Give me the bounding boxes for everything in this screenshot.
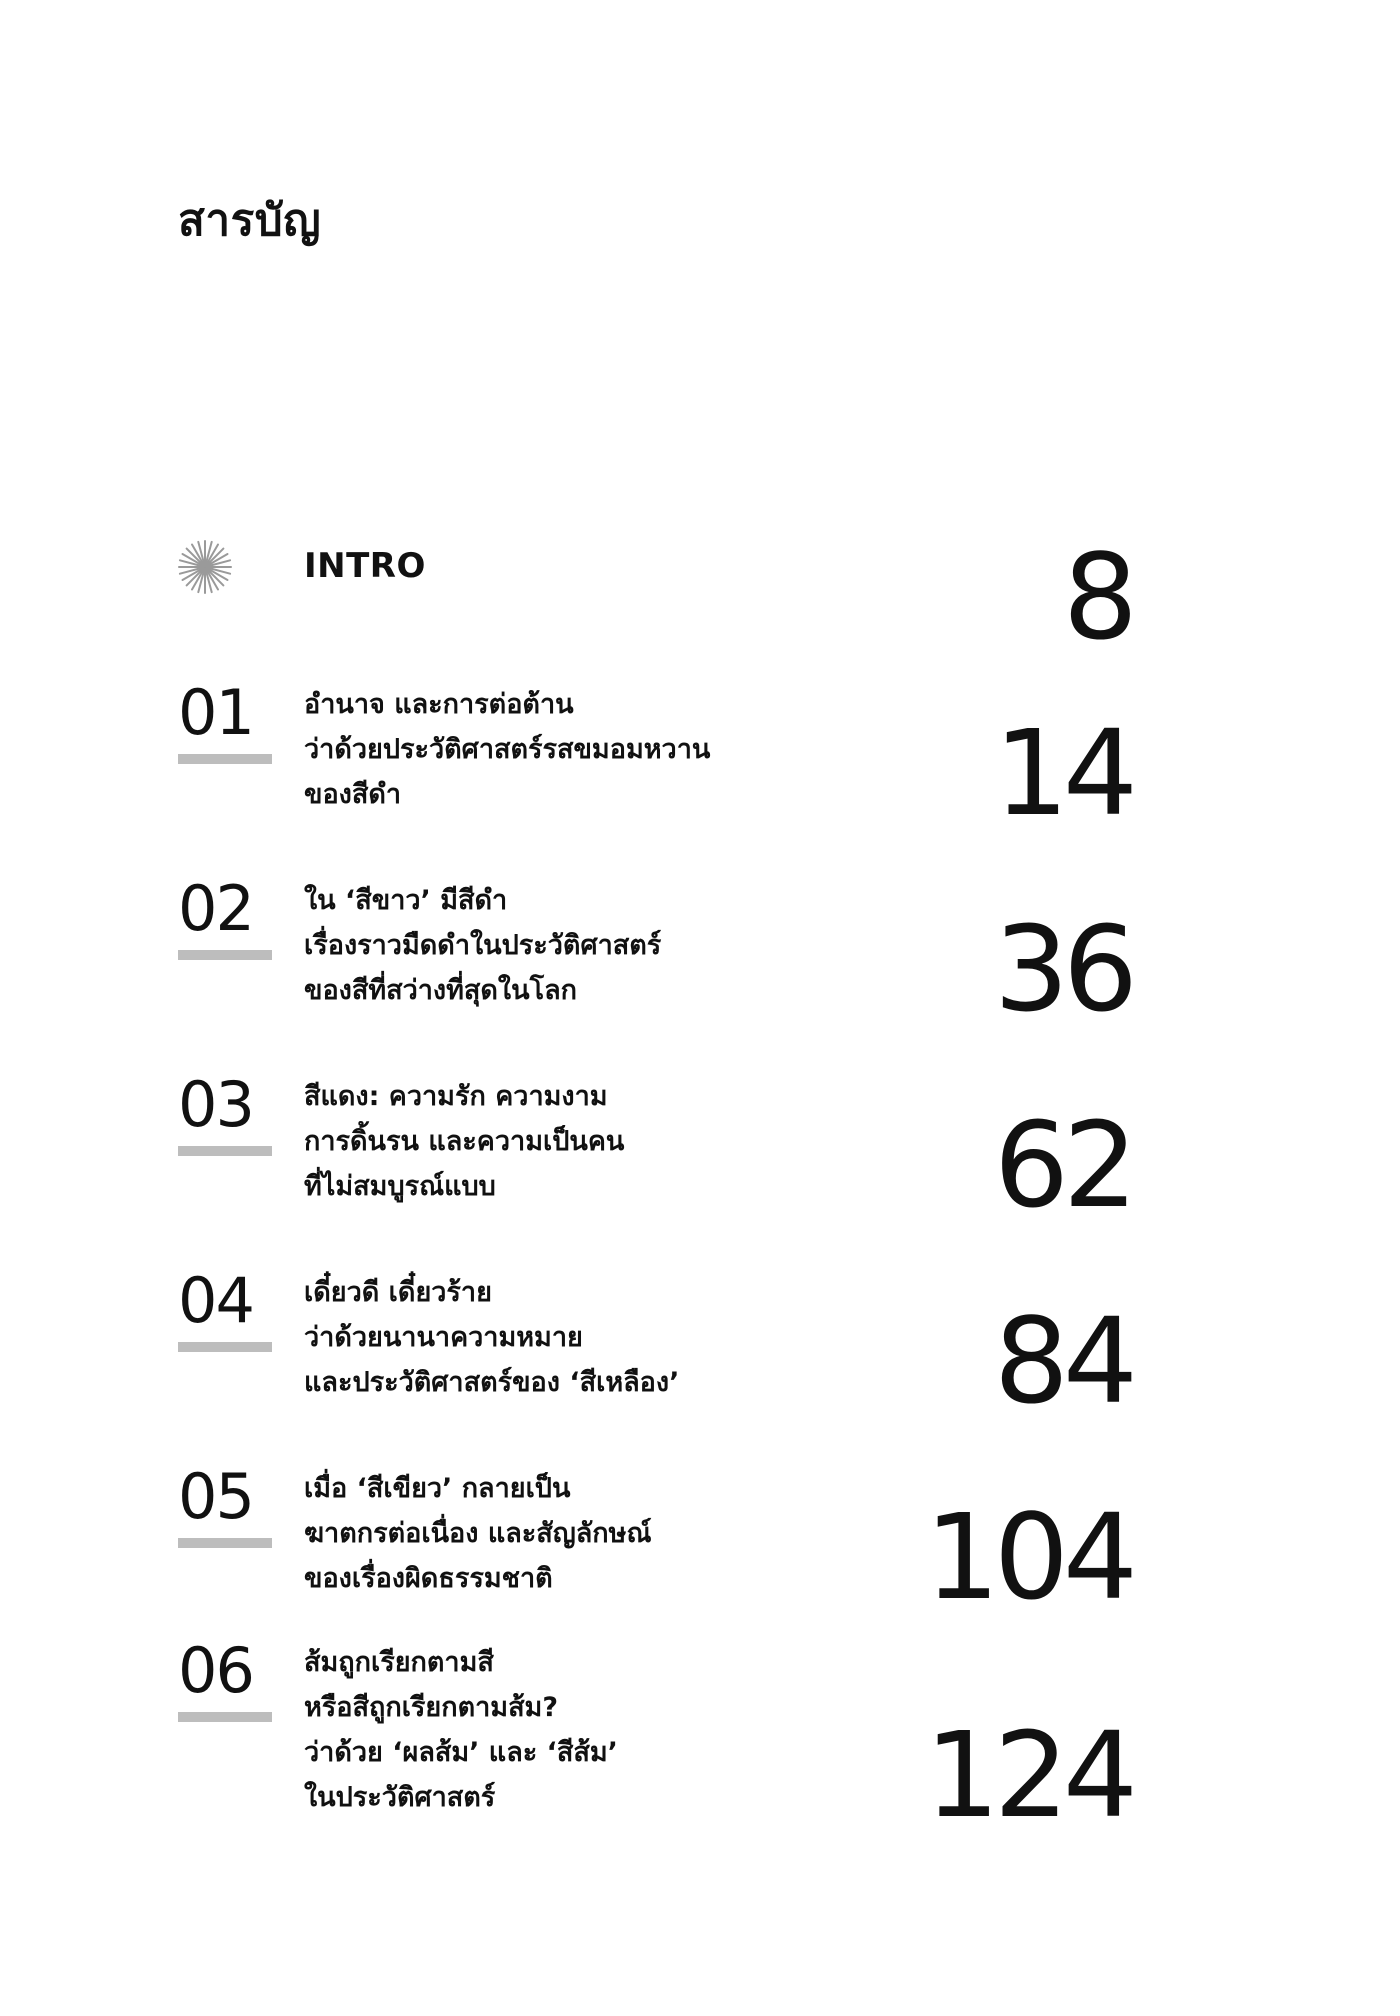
chapter-title bbox=[304, 1466, 864, 1601]
chapter-page-number: 124 bbox=[924, 1706, 1132, 1844]
chapter-title-line: เดี๋ยวดี เดี๋ยวร้าย bbox=[304, 1277, 492, 1308]
chapter-title-line: ในประวัติศาสตร์ bbox=[304, 1782, 496, 1813]
chapter-title-line: ฆาตกรต่อเนื่อง และสัญลักษณ์ bbox=[304, 1518, 652, 1549]
chapter-title bbox=[304, 1270, 864, 1405]
chapter-title-line: ที่ไม่สมบูรณ์แบบ bbox=[304, 1171, 496, 1202]
chapter-page-number: 104 bbox=[924, 1488, 1132, 1626]
intro-label: INTRO bbox=[304, 546, 426, 586]
chapter-title-line: หรือสีถูกเรียกตามส้ม? bbox=[304, 1692, 559, 1723]
chapter-title-line: สีแดง: ความรัก ความงาม bbox=[304, 1081, 608, 1112]
chapter-title-line: ของเรื่องผิดธรรมชาติ bbox=[304, 1563, 553, 1594]
chapter-title-line: ของสีที่สว่างที่สุดในโลก bbox=[304, 975, 577, 1006]
chapter-marker bbox=[178, 1634, 272, 1722]
starburst-icon bbox=[178, 540, 232, 594]
chapter-title-line: ว่าด้วยนานาความหมาย bbox=[304, 1322, 583, 1353]
chapter-page-number: 36 bbox=[993, 900, 1132, 1038]
chapter-marker bbox=[178, 872, 272, 960]
chapter-title-line: เมื่อ ‘สีเขียว’ กลายเป็น bbox=[304, 1473, 571, 1504]
chapter-underline-bar bbox=[178, 1342, 272, 1352]
chapter-underline-bar bbox=[178, 1538, 272, 1548]
chapter-marker bbox=[178, 1068, 272, 1156]
chapter-number: 01 bbox=[178, 676, 253, 749]
chapter-title-line: และประวัติศาสตร์ของ ‘สีเหลือง’ bbox=[304, 1367, 680, 1398]
chapter-title bbox=[304, 1074, 864, 1209]
chapter-underline-bar bbox=[178, 754, 272, 764]
chapter-title-line: ส้มถูกเรียกตามสี bbox=[304, 1647, 494, 1678]
chapter-page-number: 14 bbox=[993, 704, 1132, 842]
chapter-title-line: ว่าด้วย ‘ผลส้ม’ และ ‘สีส้ม’ bbox=[304, 1737, 618, 1768]
chapter-page-number: 84 bbox=[993, 1292, 1132, 1430]
chapter-title bbox=[304, 1640, 864, 1820]
chapter-marker bbox=[178, 1460, 272, 1548]
chapter-title-line: การดิ้นรน และความเป็นคน bbox=[304, 1126, 625, 1157]
chapter-title bbox=[304, 878, 864, 1013]
chapter-title-line: อำนาจ และการต่อต้าน bbox=[304, 689, 574, 720]
chapter-underline-bar bbox=[178, 1146, 272, 1156]
chapter-number: 06 bbox=[178, 1634, 253, 1707]
chapter-title bbox=[304, 682, 864, 817]
chapter-marker bbox=[178, 1264, 272, 1352]
chapter-title-line: ว่าด้วยประวัติศาสตร์รสขมอมหวาน bbox=[304, 734, 711, 765]
chapter-underline-bar bbox=[178, 1712, 272, 1722]
chapter-marker bbox=[178, 676, 272, 764]
chapter-underline-bar bbox=[178, 950, 272, 960]
chapter-title-line: ใน ‘สีขาว’ มีสีดำ bbox=[304, 885, 508, 916]
intro-page-number: 8 bbox=[1062, 528, 1132, 666]
chapter-title-line: ของสีดำ bbox=[304, 779, 402, 810]
chapter-page-number: 62 bbox=[993, 1096, 1132, 1234]
page-title: สารบัญ bbox=[178, 195, 322, 246]
chapter-number: 05 bbox=[178, 1460, 253, 1533]
chapter-number: 03 bbox=[178, 1068, 253, 1141]
chapter-title-line: เรื่องราวมืดดำในประวัติศาสตร์ bbox=[304, 930, 662, 961]
chapter-number: 02 bbox=[178, 872, 253, 945]
chapter-number: 04 bbox=[178, 1264, 253, 1337]
